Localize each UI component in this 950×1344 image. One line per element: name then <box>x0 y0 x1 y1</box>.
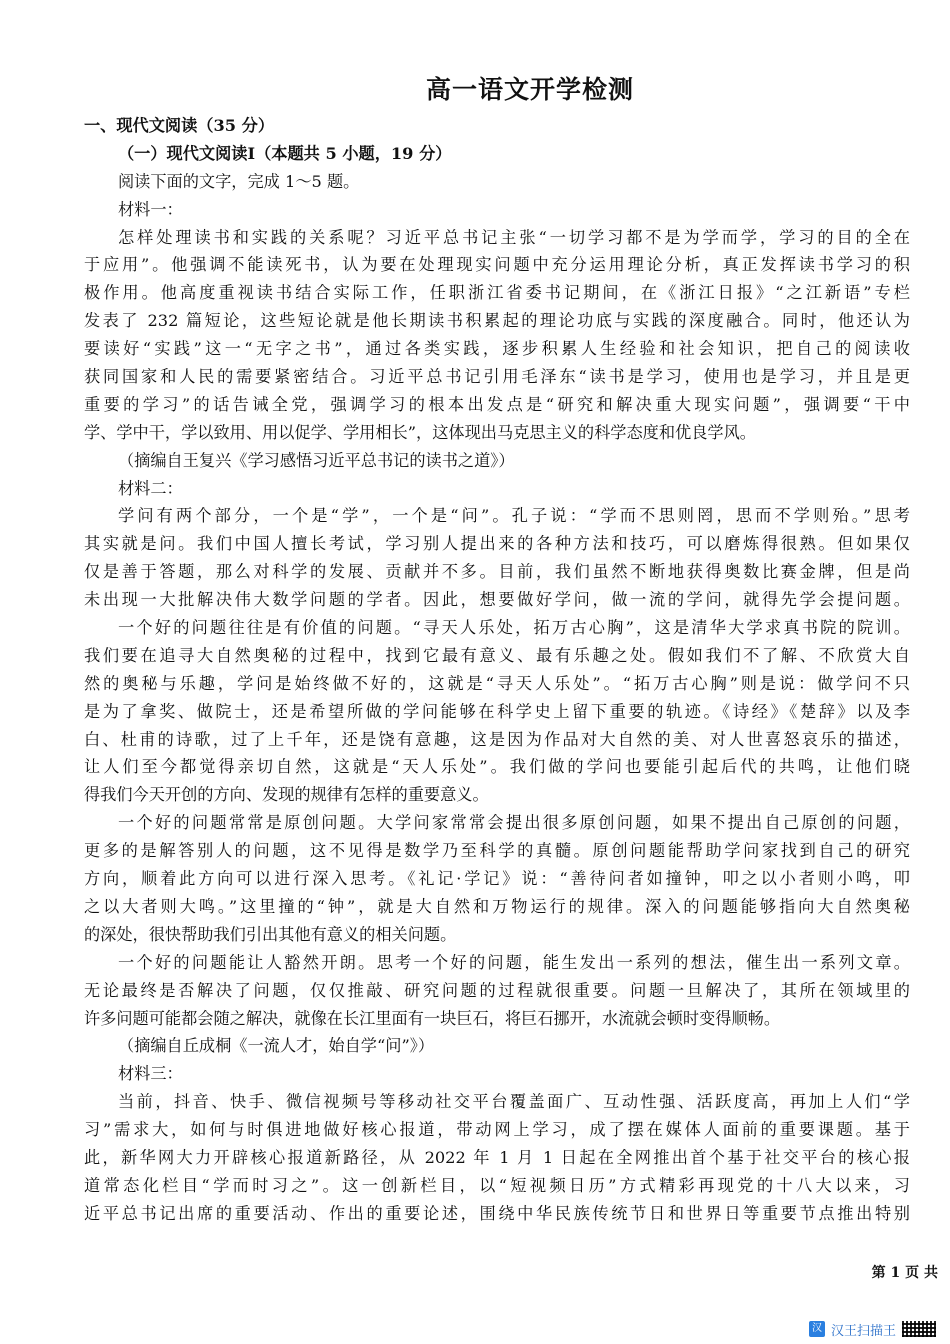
material-1-source: （摘编自王复兴《学习感悟习近平总书记的读书之道》） <box>118 450 515 470</box>
exam-content <box>84 112 910 1228</box>
page-number: 第 1 页 共 <box>871 1265 938 1281</box>
text-line: 让人们至今都觉得亲切自然，这就是“天人乐处”。我们做的学问也要能引起后代的共鸣，让他们晓 <box>84 757 910 777</box>
section-heading: 一、现代文阅读（35 分） <box>84 116 275 135</box>
material-3-text <box>84 1088 910 1227</box>
text-line: 一个好的问题能让人豁然开朗。思考一个好的问题，能生发出一系列的想法，催生出一系列文章。 <box>118 952 910 972</box>
material-2-text <box>84 502 910 1032</box>
text-line: 道常态化栏目“学而时习之”。这一创新栏目，以“短视频日历”方式精彩再现党的十八大以来，习 <box>84 1175 910 1195</box>
text-line: 的深处，很快帮助我们引出其他有意义的相关问题。 <box>84 924 457 944</box>
text-line: 学、学中干，学以致用、用以促学、学用相长”，这体现出马克思主义的科学态度和优良学风。 <box>84 422 756 442</box>
text-line: 习”需求大，如何与时俱进地做好核心报道，带动网上学习，成了摆在媒体人面前的重要课题。基于 <box>84 1120 910 1140</box>
text-line: 学问有两个部分，一个是“学”，一个是“问”。孔子说：“学而不思则罔，思而不学则殆。”思考 <box>118 506 910 526</box>
text-line: 于应用”。他强调不能读死书，认为要在处理现实问题中充分运用理论分析，真正发挥读书学习的积 <box>84 255 910 275</box>
qr-code-icon <box>902 1321 936 1337</box>
text-line: 发表了 232 篇短论，这些短论就是他长期读书积累起的理论功底与实践的深度融合。同时，他还认为 <box>84 311 910 331</box>
text-line: 重要的学习”的话告诫全党，强调学习的根本出发点是“研究和解决重大现实问题”，强调要“干中 <box>84 394 910 414</box>
text-line: 无论最终是否解决了问题，仅仅推敲、研究问题的过程就很重要。问题一旦解决了，其所在领域里的 <box>84 980 910 1000</box>
text-line: 获同国家和人民的需要紧密结合。习近平总书记引用毛泽东“读书是学习，使用也是学习，并且是更 <box>84 367 910 387</box>
text-line: 更多的是解答别人的问题，这不见得是数学乃至科学的真髓。原创问题能帮助学问家找到自己的研究 <box>84 841 910 861</box>
text-line: 一个好的问题常常是原创问题。大学问家常常会提出很多原创问题，如果不提出自己原创的问题， <box>118 813 910 833</box>
text-line: 白、杜甫的诗歌，过了上千年，还是饶有意趣，这是因为作品对大自然的美、对人世喜怒哀乐的描述， <box>84 729 910 749</box>
text-line: 当前，抖音、快手、微信视频号等移动社交平台覆盖面广、互动性强、活跃度高，再加上人们“学 <box>118 1092 910 1112</box>
text-line: 一个好的问题往往是有价值的问题。“寻天人乐处，拓万古心胸”，这是清华大学求真书院的院训。 <box>118 618 910 638</box>
material-2-label: 材料二： <box>118 478 183 498</box>
text-line: 之以大者则大鸣。”这里撞的“钟”，就是大自然和万物运行的规律。深入的问题能够指向大自然奥秘 <box>84 896 910 916</box>
text-line: 极作用。他高度重视读书结合实际工作，任职浙江省委书记期间，在《浙江日报》“之江新语”专栏 <box>84 283 910 303</box>
text-line: 是为了拿奖、做院士，还是希望所做的学问能够在科学史上留下重要的轨迹。《诗经》《楚辞》以及李 <box>84 701 910 721</box>
subsection-heading: （一）现代文阅读Ⅰ（本题共 5 小题，19 分） <box>118 143 452 163</box>
page-title: 高一语文开学检测 <box>425 75 634 104</box>
material-1-label: 材料一： <box>118 199 183 219</box>
scanner-label: 汉王扫描王 <box>830 1323 896 1339</box>
text-line: 其实就是问。我们中国人擅长考试，学习别人提出来的各种方法和技巧，可以磨炼得很熟。但如果仅 <box>84 534 910 554</box>
text-line: 我们要在追寻大自然奥秘的过程中，找到它最有意义、最有乐趣之处。假如我们不了解、不欣赏大自 <box>84 645 910 665</box>
text-line: 然的奥秘与乐趣，学问是始终做不好的，这就是“寻天人乐处”。“拓万古心胸”则是说：做学问不只 <box>84 673 910 693</box>
text-line: 要读好“实践”这一“无字之书”，通过各类实践，逐步积累人生经验和社会知识，把自己的阅读收 <box>84 339 910 359</box>
text-line: 方向，顺着此方向可以进行深入思考。《礼记·学记》说：“善待问者如撞钟，叩之以小者则小鸣，叩 <box>84 869 910 889</box>
text-line: 怎样处理读书和实践的关系呢？习近平总书记主张“一切学习都不是为学而学，学习的目的全在 <box>118 227 910 247</box>
material-3-label: 材料三： <box>118 1064 183 1084</box>
text-line: 此，新华网大力开辟核心报道新路径，从 2022 年 1 月 1 日起在全网推出首个基于社交平台的核心报 <box>84 1147 910 1167</box>
text-line: 得我们今天开创的方向、发现的规律有怎样的重要意义。 <box>84 785 489 805</box>
text-line: 未出现一大批解决伟大数学问题的学者。因此，想要做好学问，做一流的学问，就得先学会提问题。 <box>84 590 910 610</box>
instruction-text: 阅读下面的文字，完成 1～5 题。 <box>118 171 360 191</box>
text-line: 仅是善于答题，那么对科学的发展、贡献并不多。目前，我们虽然不断地获得奥数比赛金牌，但是尚 <box>84 562 910 582</box>
material-2-source: （摘编自丘成桐《一流人才，始自学“问”》） <box>118 1036 435 1056</box>
scanner-logo-icon: 汉 <box>809 1321 825 1337</box>
text-line: 近平总书记出席的重要活动、作出的重要论述，围绕中华民族传统节日和世界日等重要节点推出特别 <box>84 1203 910 1223</box>
material-1-text <box>84 224 910 447</box>
text-line: 许多问题可能都会随之解决，就像在长江里面有一块巨石，将巨石挪开，水流就会顿时变得顺畅。 <box>84 1008 781 1028</box>
scanner-watermark <box>809 1318 936 1340</box>
